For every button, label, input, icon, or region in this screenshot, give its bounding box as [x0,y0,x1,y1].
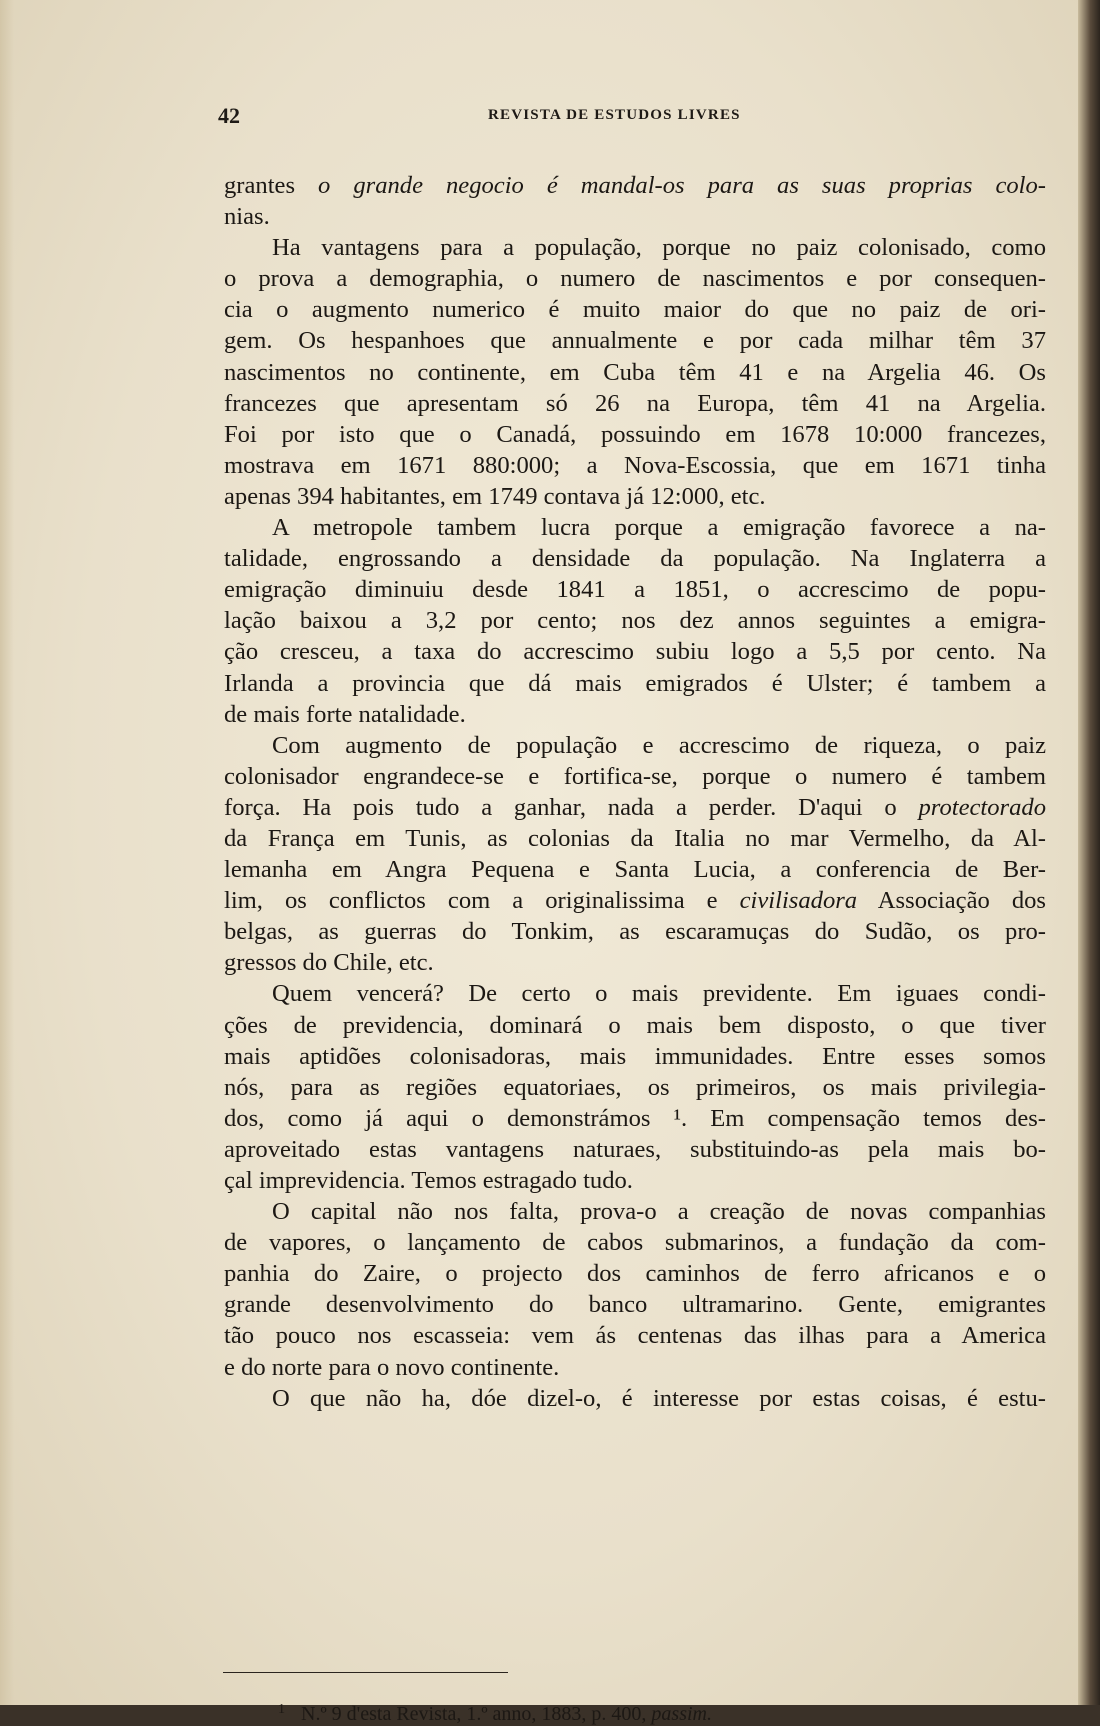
text-line: gressos do Chile, etc. [224,949,434,977]
text-line: gem. Os hespanhoes que annualmente e por cada milhar têm 37 [224,327,1046,355]
page-spine-shadow [1078,0,1100,1705]
footnote-mark: 1 [278,1702,285,1717]
italic-text: o grande negocio é mandal-os para as suas proprias colo- [318,172,1046,199]
text-line: francezes que apresentam só 26 na Europa, têm 41 na Argelia. [224,389,1046,417]
text-line: de vapores, o lançamento de cabos submarinos, a fundação da com- [224,1229,1046,1257]
text-line: Ha vantagens para a população, porque no paiz colonisado, como [272,234,1046,262]
text-line: tão pouco nos escasseia: vem ás centenas das ilhas para a America [224,1322,1046,1350]
text-line: lim, os conflictos com a originalissima e civilisadora Associação dos [224,887,1046,915]
text-line: lemanha em Angra Pequena e Santa Lucia, a conferencia de Ber- [224,856,1046,884]
text-line: nias. [224,203,270,231]
text-line: mostrava em 1671 880:000; a Nova-Escossia, que em 1671 tinha [224,451,1046,479]
italic-text: protectorado [918,793,1046,821]
text-line: nascimentos no continente, em Cuba têm 41 e na Argelia 46. Os [224,358,1046,386]
footnote [278,1702,712,1726]
body-text [224,170,1046,1414]
text-line: grande desenvolvimento do banco ultramarino. Gente, emigrantes [224,1291,1046,1319]
text-line: talidade, engrossando a densidade da população. Na Inglaterra a [224,545,1046,573]
text-line: Foi por isto que o Canadá, possuindo em 1678 10:000 francezes, [224,420,1046,448]
text-line: O que não ha, dóe dizel-o, é interesse por estas coisas, é estu- [272,1384,1046,1412]
footnote-divider [223,1672,508,1673]
text-line: dos, como já aqui o demonstrámos ¹. Em compensação temos des- [224,1104,1046,1132]
page-left-edge [0,0,14,1705]
text-line: Com augmento de população e accrescimo de riqueza, o paiz [272,731,1046,759]
text-line: belgas, as guerras do Tonkim, as escaramuças do Sudão, os pro- [224,918,1046,946]
text-line: emigração diminuiu desde 1841 a 1851, o accrescimo de popu- [224,576,1046,604]
running-title: REVISTA DE ESTUDOS LIVRES [488,107,741,123]
text-line: çal imprevidencia. Temos estragado tudo. [224,1167,633,1194]
page-number: 42 [218,103,240,128]
text-line: força. Ha pois tudo a ganhar, nada a perder. D'aqui o protectorado [224,793,1046,821]
text-line: O capital não nos falta, prova-o a creação de novas companhias [272,1198,1046,1226]
text-line: Irlanda a provincia que dá mais emigrados é Ulster; é tambem a [224,669,1046,697]
text-line: aproveitado estas vantagens naturaes, substituindo-as pela mais bo- [224,1135,1046,1163]
text-line: ção cresceu, a taxa do accrescimo subiu logo a 5,5 por cento. Na [224,638,1046,666]
italic-text: civilisadora [739,887,858,915]
text-line: lação baixou a 3,2 por cento; nos dez annos seguintes a emigra- [224,607,1046,635]
text-line: o prova a demographia, o numero de nascimentos e por consequen- [224,265,1046,293]
text-line: Quem vencerá? De certo o mais previdente. Em iguaes condi- [272,980,1046,1008]
footnote-italic: passim. [651,1703,712,1725]
text-line: cia o augmento numerico é muito maior do que no paiz de ori- [224,296,1046,324]
running-header [218,103,1048,133]
text-line: nós, para as regiões equatoriaes, os primeiros, os mais privilegia- [224,1073,1046,1101]
text-line: panhia do Zaire, o projecto dos caminhos de ferro africanos e o [224,1260,1046,1288]
text-line: e do norte para o novo continente. [224,1353,560,1381]
text-line: mais aptidões colonisadoras, mais immunidades. Entre esses somos [224,1042,1046,1070]
text-line: A metropole tambem lucra porque a emigração favorece a na- [272,514,1046,542]
text-line: da França em Tunis, as colonias da Italia no mar Vermelho, da Al- [224,824,1046,852]
text-line: ções de previdencia, dominará o mais bem disposto, o que tiver [224,1011,1046,1039]
text-line: apenas 394 habitantes, em 1749 contava já 12:000, etc. [224,482,766,510]
footnote-text: N.º 9 d'esta Revista, 1.º anno, 1883, p. 400, [301,1703,647,1725]
text-line: grantes o grande negocio é mandal-os para as suas proprias colo- [224,172,1046,199]
text-line: colonisador engrandece-se e fortifica-se, porque o numero é tambem [224,762,1046,790]
text-line: de mais forte natalidade. [224,700,466,728]
